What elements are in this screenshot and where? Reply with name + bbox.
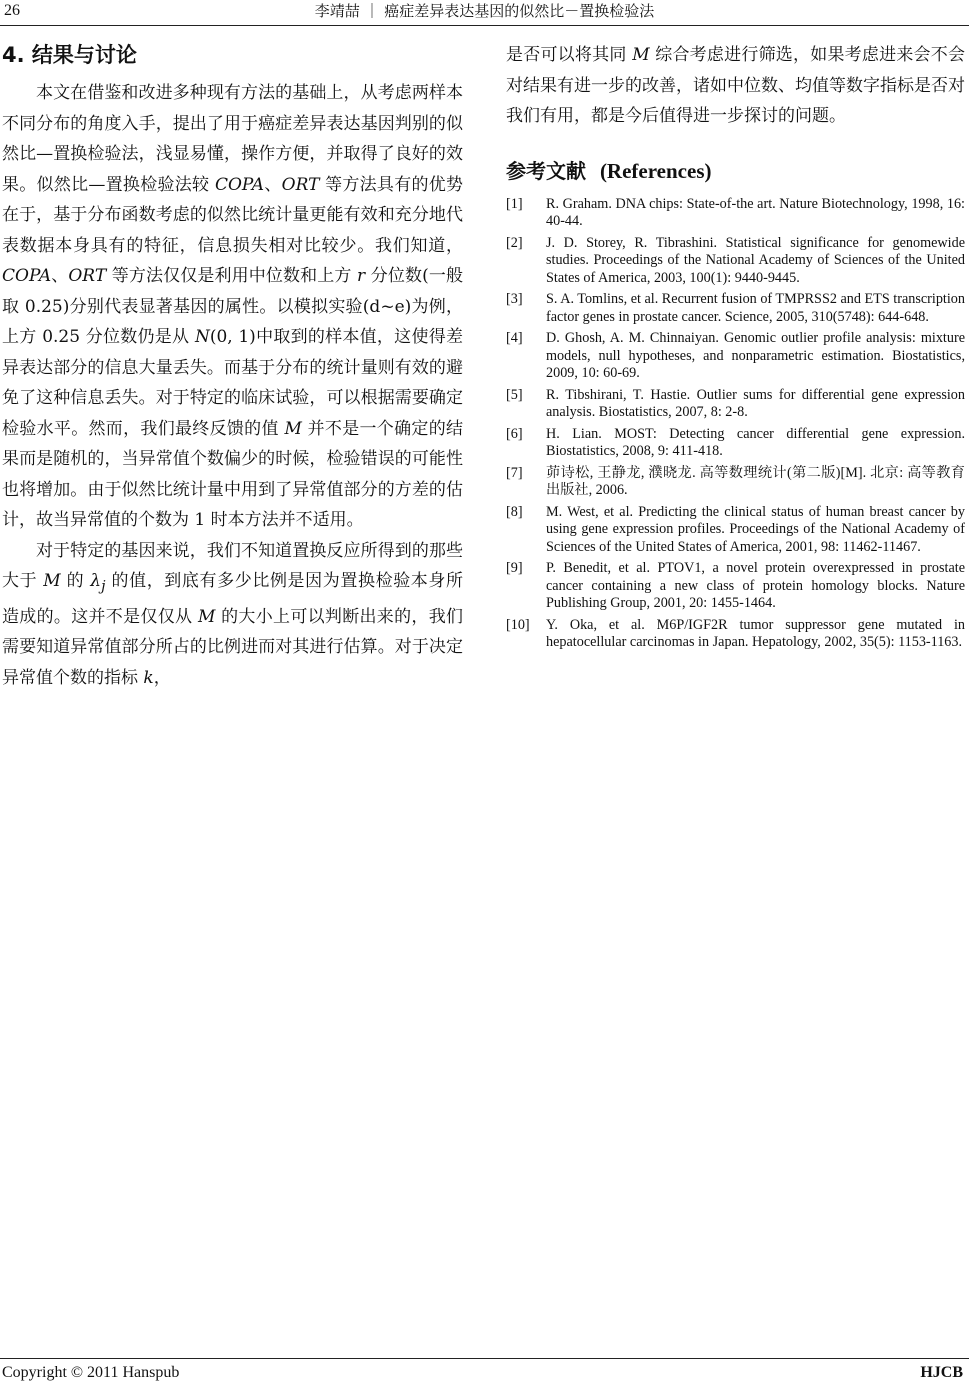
reference-item: [6] H. Lian. MOST: Detecting cancer differential gene expression. Biostatistics, 2008, 9: 411-418. [506, 425, 965, 459]
reference-item: [1] R. Graham. DNA chips: State-of-the art. Nature Biotechnology, 1998, 16: 40-44. [506, 195, 965, 229]
reference-item: [5] R. Tibshirani, T. Hastie. Outlier sums for differential gene expression analysis. Biostatistics, 2007, 8: 2-8. [506, 386, 965, 420]
page-header [0, 0, 969, 26]
running-title: 李靖喆 ｜ 癌症差异表达基因的似然比－置换检验法 [314, 2, 655, 20]
reference-item: [3] S. A. Tomlins, et al. Recurrent fusion of TMPRSS2 and ETS transcription factor genes in prostate cancer. Science, 2005, 310(5748): 644-648. [506, 291, 965, 325]
section-title: 4. 结果与讨论 [2, 43, 137, 67]
reference-item: [4] D. Ghosh, A. M. Chinnaiyan. Genomic outlier profile analysis: mixture models, null hypotheses, and nonparametric estimation. Biostatistics, 2009, 10: 60-69. [506, 330, 965, 381]
page-number: 26 [4, 2, 20, 19]
copyright-notice: Copyright © 2011 Hanspub [2, 1364, 180, 1381]
right-column [506, 40, 965, 656]
references-heading: 参考文献 (References) [506, 158, 712, 183]
paragraph-2: 对于特定的基因来说，我们不知道置换反应所得到的那些大于 M 的 $\lambda_j$ 的值，到底有多少比例是因为置换检验本身所造成的。这并不是仅仅从 M 的大小上可以判断出来的，我们需要知道异常值部分所占的比例进而对其进行估算。对于决定异常值个数的指标 k， [2, 540, 464, 688]
reference-item: [2] J. D. Storey, R. Tibrashini. Statistical significance for genomewide studies. Proceedings of the National Academy of Sciences of the United States of America, 2003, 100(1): 9440-9445. [506, 234, 965, 286]
journal-abbreviation: HJCB [920, 1364, 963, 1381]
header-rule [0, 25, 969, 26]
paragraph-1: 本文在借鉴和改进多种现有方法的基础上，从考虑两样本不同分布的角度入手，提出了用于癌症差异表达基因判别的似然比—置换检验法，浅显易懂，操作方便，并取得了良好的效果。似然比—置换检验法较 COPA、ORT 等方法具有的优势在于，基于分布函数考虑的似然比统计量更能有效和充分地代表数据本身具有的特征，信息损失相对比较少。我们知道，COPA、ORT 等方法仅仅是利用中位数和上方 r 分位数(一般取 0.25)分别代表显著基因的属性。以模拟实验(d~e)为例，上方 0.25 分位数仍是从 N(0, 1)中取到的样本值，这使得差异表达部分的信息大量丢失。而基于分布的统计量则有效的避免了这种信息丢失。对于特定的临床试验，可以根据需要确定检验水平。然而，我们最终反馈的值 M 并不是一个确定的结果而是随机的，当异常值个数偏少的时候，检验错误的可能性也将增加。由于似然比统计量中用到了异常值部分的方差的估计，故当异常值的个数为 1 时本方法并不适用。 [2, 83, 464, 530]
page-footer [0, 1358, 969, 1386]
reference-item: [8] M. West, et al. Predicting the clinical status of human breast cancer by using gene expression profiles. Proceedings of the National Academy of Sciences of the United States of America, 2001, 98: 11462-11467. [506, 503, 965, 555]
footer-rule [0, 1358, 969, 1359]
reference-item: [10] Y. Oka, et al. M6P/IGF2R tumor suppressor gene mutated in hepatocellular carcinomas in Japan. Hepatology, 2002, 35(5): 1153-1163. [506, 616, 965, 650]
reference-list [506, 196, 965, 652]
paragraph-3: 是否可以将其同 M 综合考虑进行筛选，如果考虑进来会不会对结果有进一步的改善，诸如中位数、均值等数字指标是否对我们有用，都是今后值得进一步探讨的问题。 [506, 45, 966, 126]
reference-item: [9] P. Benedit, et al. PTOV1, a novel protein overexpressed in prostate cancer containing a new class of protein homology blocks. Nature Publishing Group, 2001, 20: 1455-1464. [506, 560, 965, 611]
left-column [2, 40, 463, 693]
reference-item: [7] 茆诗松, 王静龙, 濮晓龙. 高等数理统计(第二版)[M]. 北京: 高等教育出版社, 2006. [506, 464, 965, 498]
